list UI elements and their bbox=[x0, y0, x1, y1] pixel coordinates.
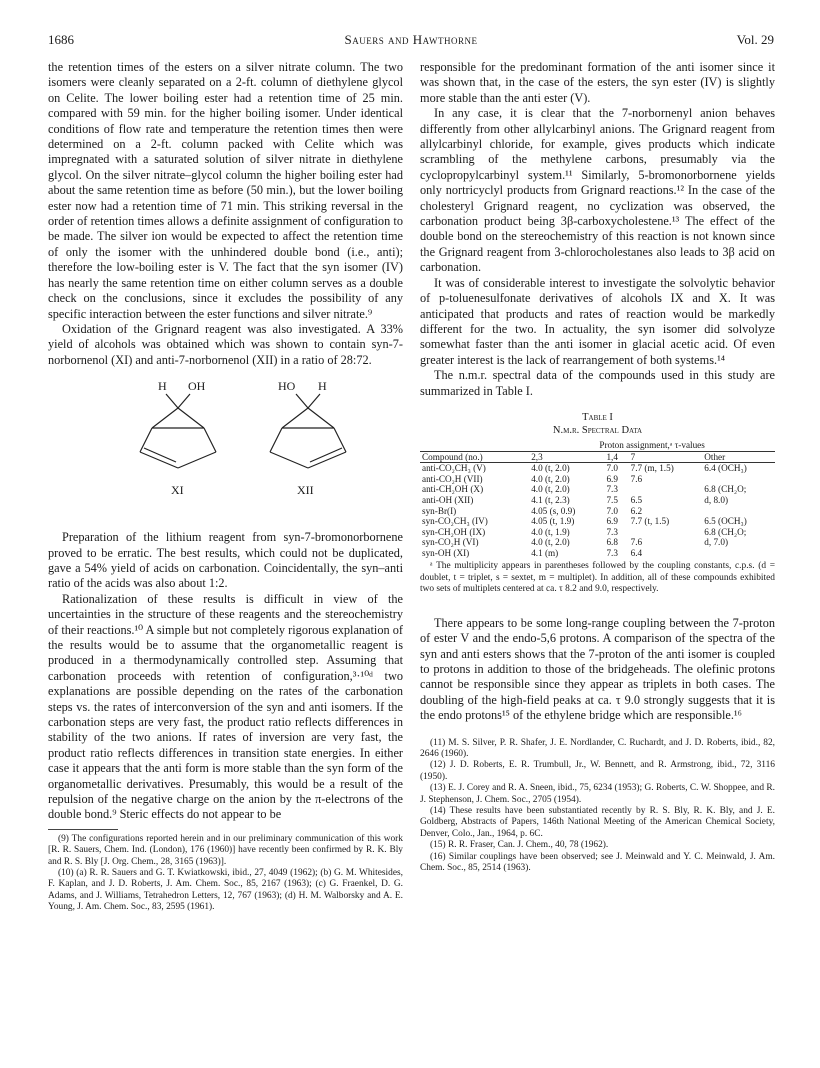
table-compound-cell: syn-CO₂H (VI) bbox=[422, 537, 479, 548]
table-value-cell: 6.9 bbox=[606, 516, 618, 527]
left-paragraph-2: Oxidation of the Grignard reagent was also investigated. A 33% yield of alcohols was obtained which was shown to contain syn-7-norbornenol (XI) and anti-7-norbornenol (XII) in a ratio of 28:72. bbox=[48, 321, 403, 367]
right-footnotes bbox=[420, 738, 775, 875]
table-value-cell: 7.3 bbox=[606, 484, 618, 495]
table-value-cell bbox=[702, 474, 775, 485]
table-value-cell: 7.5 bbox=[606, 494, 618, 505]
footnote-12: (12) J. D. Roberts, E. R. Trumbull, Jr., W. Bennett, and R. Armstrong, ibid., 72, 3116 (1950). bbox=[420, 760, 775, 782]
table-value-cell: 6.9 bbox=[606, 473, 618, 484]
table-compound-cell: syn-OH (XI) bbox=[422, 547, 470, 558]
table-value-cell: 4.0 (t, 2.0) bbox=[531, 463, 570, 474]
table-value-cell: 7.7 (t, 1.5) bbox=[630, 516, 670, 527]
page-header bbox=[48, 32, 774, 50]
table-header-cell: Other bbox=[702, 451, 775, 463]
table-value-cell bbox=[702, 506, 775, 517]
table-value-cell: 6.8 (CH₂O; bbox=[704, 484, 747, 495]
table-value-cell: 7.6 bbox=[630, 537, 643, 548]
struct-xi-oh: OH bbox=[188, 379, 206, 394]
table-row bbox=[420, 463, 775, 474]
footnote-13: (13) E. J. Corey and R. A. Sneen, ibid., 75, 6234 (1953); G. Roberts, C. W. Shoppee, and R. J. Stephenson, J. Chem. Soc., 2705 (1954). bbox=[420, 783, 775, 805]
table-value-cell: 6.8 (CH₂O; bbox=[704, 526, 747, 537]
table-row bbox=[420, 495, 775, 506]
structures-figure bbox=[48, 376, 403, 526]
footnote-9: (9) The configurations reported herein and in our preliminary communication of this work [R. R. Sauers, Chem. Ind. (London), 176 (1960)] have recently been confirmed by R. K. Bly and R. S. Bly [J. Org. Chem., 28, 3165 (1963)]. bbox=[48, 833, 403, 867]
table-row bbox=[420, 537, 775, 548]
table-value-cell: 7.6 bbox=[630, 473, 643, 484]
volume-label: Vol. 29 bbox=[736, 32, 774, 47]
footnote-14: (14) These results have been substantiated recently by R. S. Bly, R. K. Bly, and J. E. Goldberg, Abstracts of Papers, 146th National Meeting of the American Chemical Society, Denver, Colo., Jan., 1964, p. 6C. bbox=[420, 805, 775, 839]
table-row bbox=[420, 527, 775, 538]
table-value-cell: d, 7.0) bbox=[704, 537, 728, 548]
table-value-cell: 4.0 (t, 2.0) bbox=[531, 537, 570, 548]
table-value-cell: 7.7 (m, 1.5) bbox=[630, 463, 674, 474]
table-header-cell: 7 bbox=[629, 451, 703, 463]
table-value-cell: 7.3 bbox=[606, 547, 618, 558]
table-value-cell: 7.3 bbox=[606, 526, 618, 537]
table-body bbox=[420, 463, 775, 559]
table-compound-cell: syn-CH₂OH (IX) bbox=[422, 526, 486, 537]
table-value-cell bbox=[629, 527, 703, 538]
table-value-cell: 7.0 bbox=[606, 463, 618, 474]
table-value-cell: 6.4 bbox=[630, 547, 643, 558]
right-paragraph-1: responsible for the predominant formation of the anti isomer since it was shown that, in the case of the esters, the syn ester (IV) is slightly more stable than the anti ester (V). bbox=[420, 60, 775, 105]
table-value-cell: 4.0 (t, 1.9) bbox=[531, 526, 570, 537]
table-row bbox=[420, 516, 775, 527]
struct-xii-ho: HO bbox=[278, 379, 296, 394]
table-group-header: Proton assignment,ᵃ τ-values bbox=[529, 440, 775, 451]
table-row bbox=[420, 474, 775, 485]
footnote-15: (15) R. R. Fraser, Can. J. Chem., 40, 78 (1962). bbox=[430, 840, 609, 851]
left-column bbox=[48, 60, 403, 914]
right-paragraph-3: It was of considerable interest to investigate the solvolytic behavior of p-toluenesulfonate derivatives of alcohols IX and X. It was anticipated that products and rates of reaction would be markedly different for the two. In actuality, the syn isomer did solvolyze somewhat faster than the anti isomer in glacial acetic acid. Of even greater interest is the lack of rearrangement of both systems.¹⁴ bbox=[420, 275, 775, 367]
left-paragraph-1: the retention times of the esters on a silver nitrate column. The two isomers were cleanly separated on a 2-ft. column of diethylene glycol on Celite. The lower boiling ester had a retention time of 25 min. compared with 59 min. for the higher boiling isomer. Under identical conditions of flow rate and temperature the retention times then were determined on a 2-ft. column packed with Celite which was impregnated with a saturated solution of silver nitrate in diethylene glycol. On the silver nitrate–glycol column the higher boiling ester had about the same retention time as before (50 min.), but the lower boiling ester now had a retention time of 71 min. This striking reversal in the order of retention times allows a definite assignment of configuration to be made. The silver ion would be expected to affect the retention time of only the isomer with the unhindered double bond (i.e., anti); therefore the low-boiling ester is V. The fact that the syn isomer (IV) has nearly the same retention time on either column serves as a double check on the conclusions, since it excludes the possibility of any specific interaction between the ester functions and silver nitrate.⁹ bbox=[48, 60, 403, 321]
right-paragraph-2: In any case, it is clear that the 7-norbornenyl anion behaves differently from other allylcarbinyl anions. The Grignard reagent from allylcarbinyl chloride, for example, gives products which indicate scrambling of the methylene carbons, presumably via the cyclopropylcarbinyl system.¹¹ Similarly, 5-bromonorbornene yields only nortricyclyl products from Grignard reactions.¹² In the case of the cholesteryl Grignard reagent, no cyclization was observed, the carbonation product being 3β-carboxycholestene.¹³ The effect of the double bond on the stereochemistry of this reaction is not known since the Grignard reagent from 3-chlorocholestanes also leads to 3β acid on carbonation. bbox=[420, 106, 775, 275]
table-value-cell: 4.0 (t, 2.0) bbox=[531, 484, 570, 495]
table-value-cell bbox=[629, 484, 703, 495]
footnote-10: (10) (a) R. R. Sauers and G. T. Kwiatkowski, ibid., 27, 4049 (1962); (b) G. M. Whitesides, F. Kaplan, and J. D. Roberts, J. Am. Chem. Soc., 85, 2167 (1963); (c) G. Fraenkel, D. G. Adams, and J. Williams, Tetrahedron Letters, 12, 767 (1963); (d) H. M. Walborsky and A. E. Young, J. Am. Chem. Soc., 83, 2595 (1961). bbox=[48, 868, 403, 913]
table-value-cell: 4.1 (m) bbox=[531, 547, 559, 558]
left-paragraph-4: Rationalization of these results is difficult in view of the uncertainties in the structure of these reagents and the stereochemistry of their reactions.¹⁰ A simple but not completely rigorous explanation of the results would be to assume that the organometallic reagent is produced in a thermodynamically controlled step. Assuming that carbonation proceeds with retention of configuration,³·¹⁰ᵈ two explanations are possible depending on the rates of the carbonation steps vs. the rates of interconversion of the syn and anti isomers. If the carbonation steps are very fast, the product ratio reflects differences in stability of the two anions. If rates of inversion are very fast, the product ratio reflects differences in transition state energies. In either case it appears that the anti form is more stable than the syn form of the organometallic derivatives. Presumably, this would be a result of the repulsion of the negative charge on the anion by the π-electrons of the double bond.⁹ Steric effects do not appear to be bbox=[48, 591, 403, 822]
nmr-table bbox=[420, 440, 775, 559]
struct-xii-label: XII bbox=[297, 483, 314, 498]
table-compound-cell: anti-CO₂CH₃ (V) bbox=[422, 463, 486, 474]
table-group-header-row bbox=[420, 440, 775, 451]
table-header-cell: Compound (no.) bbox=[420, 451, 529, 463]
table-footnote: ᵃ The multiplicity appears in parentheses followed by the coupling constants, c.p.s. (d = doublet, t = triplet, s = sextet, m = multiplet). In addition, all of these compounds exhibited two sets of multiplets centered at ca. τ 8.2 and 9.0, respectively. bbox=[420, 561, 775, 595]
running-title: Sauers and Hawthorne bbox=[344, 32, 478, 47]
table-row bbox=[420, 548, 775, 559]
table-value-cell: 4.1 (t, 2.3) bbox=[531, 494, 570, 505]
table-compound-cell: syn-CO₂CH₃ (IV) bbox=[422, 516, 488, 527]
struct-xii-h: H bbox=[318, 379, 327, 394]
table-row bbox=[420, 506, 775, 517]
table-value-cell bbox=[702, 548, 775, 559]
page-number: 1686 bbox=[48, 32, 74, 47]
table-compound-cell: anti-OH (XII) bbox=[422, 494, 474, 505]
table-caption-title: N.m.r. Spectral Data bbox=[552, 424, 643, 436]
table-compound-cell: anti-CH₂OH (X) bbox=[422, 484, 484, 495]
struct-xi-h: H bbox=[158, 379, 167, 394]
table-header-cell: 1,4 bbox=[604, 451, 628, 463]
footnote-rule bbox=[48, 829, 118, 830]
table-value-cell: 6.5 (OCH₃) bbox=[704, 516, 747, 527]
footnote-16: (16) Similar couplings have been observed; see J. Meinwald and Y. C. Meinwald, J. Am. Chem. Soc., 85, 2514 (1963). bbox=[420, 851, 775, 873]
table-value-cell: d, 8.0) bbox=[704, 494, 728, 505]
table-value-cell: 4.05 (s, 0.9) bbox=[531, 505, 576, 516]
table-compound-cell: anti-CO₂H (VII) bbox=[422, 473, 483, 484]
table-header-cell: 2,3 bbox=[529, 451, 604, 463]
table-value-cell: 7.0 bbox=[606, 505, 618, 516]
table-caption-number: Table I bbox=[582, 411, 613, 423]
table-compound-cell: syn-Br(I) bbox=[422, 505, 457, 516]
table-value-cell: 6.4 (OCH₃) bbox=[704, 463, 747, 474]
table-value-cell: 6.2 bbox=[630, 505, 643, 516]
right-paragraph-5: There appears to be some long-range coupling between the 7-proton of ester V and the endo-5,6 protons. A comparison of the spectra of the syn and anti esters shows that the 7-proton of the anti isomer is coupled to protons in addition to those of the bridgeheads. The olefinic protons cannot be responsible since they appear as triplets in both cases. The doubling of the high-field peaks at ca. τ 9.0 strongly suggests that it is the endo protons¹⁵ of the ethylene bridge which are responsible.¹⁶ bbox=[420, 615, 775, 723]
struct-xi-label: XI bbox=[171, 483, 184, 498]
footnote-11: (11) M. S. Silver, P. R. Shafer, J. E. Nordlander, C. Ruchardt, and J. D. Roberts, ibid., 82, 2646 (1960). bbox=[420, 737, 775, 759]
left-footnotes bbox=[48, 834, 403, 914]
table-value-cell: 6.5 bbox=[630, 494, 643, 505]
table-row bbox=[420, 484, 775, 495]
table-value-cell: 4.05 (t, 1.9) bbox=[531, 516, 575, 527]
table-value-cell: 6.8 bbox=[606, 537, 618, 548]
right-column bbox=[420, 60, 775, 874]
left-paragraph-3: Preparation of the lithium reagent from syn-7-bromonorbornene proved to be erratic. The best results, which could not be duplicated, gave a 54% yield of acids on carbonation. Coincidentally, the syn–anti ratio of the acids was also about 1:2. bbox=[48, 530, 403, 591]
norbornenol-structures bbox=[48, 376, 403, 526]
table-header-row bbox=[420, 451, 775, 463]
table-value-cell: 4.0 (t, 2.0) bbox=[531, 473, 570, 484]
right-paragraph-4: The n.m.r. spectral data of the compounds used in this study are summarized in Table I. bbox=[420, 368, 775, 398]
